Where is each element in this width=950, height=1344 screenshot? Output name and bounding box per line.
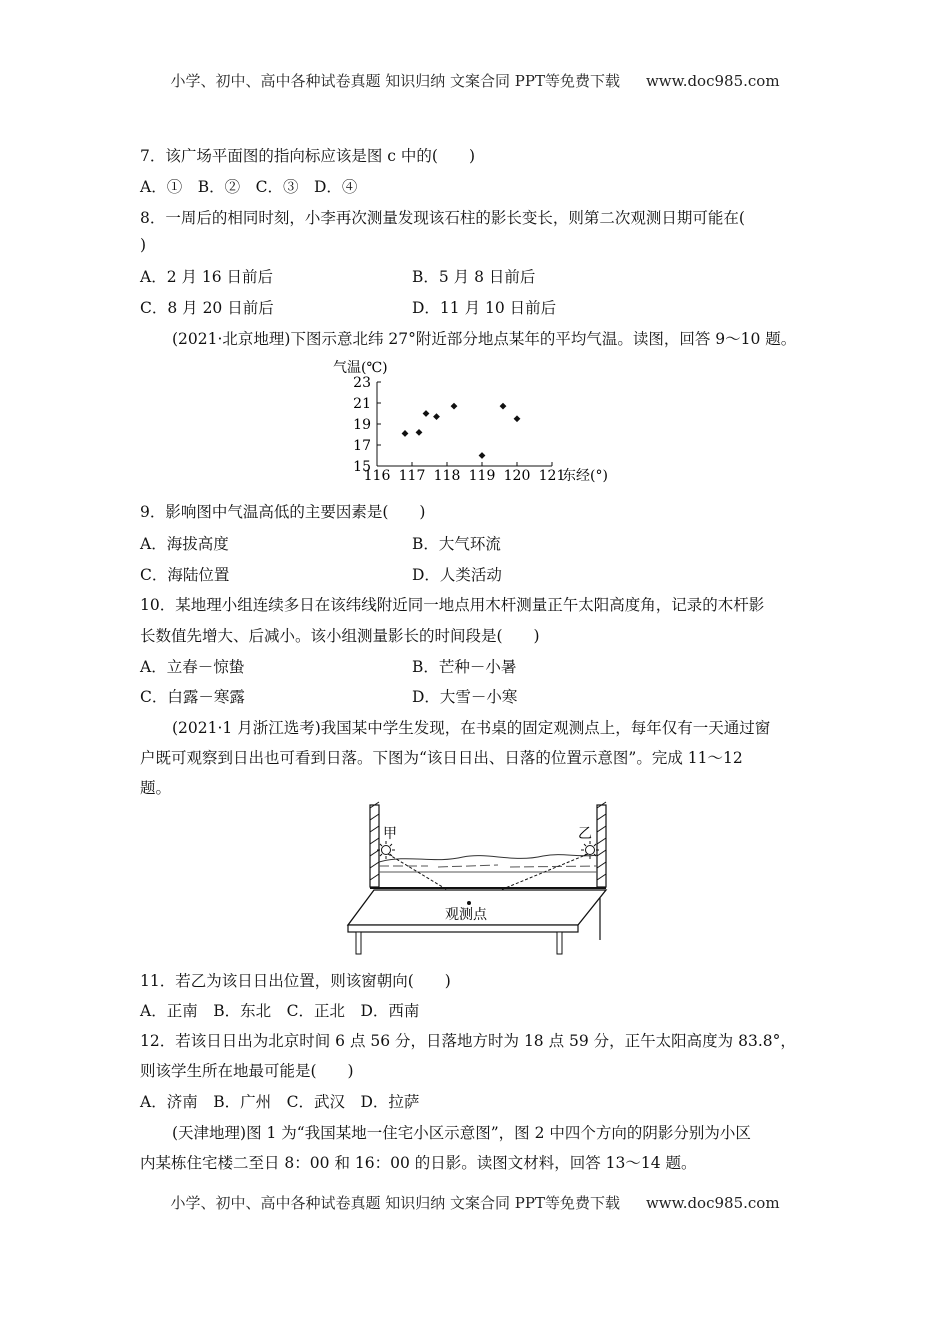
desk-leg-right bbox=[557, 932, 562, 954]
q8-stem-tail: ) bbox=[140, 236, 147, 254]
q10-stem-line1: 10．某地理小组连续多日在该纬线附近同一地点用木杆测量正午太阳高度角，记录的木杆影 bbox=[140, 596, 765, 614]
temperature-scatter-chart bbox=[320, 352, 640, 486]
window-sunrise-sunset-figure bbox=[338, 800, 623, 955]
q8-stem: 8．一周后的相同时刻，小李再次测量发现该石柱的影长变长，则第二次观测日期可能在( bbox=[140, 209, 745, 227]
data-point bbox=[433, 413, 440, 420]
q7-stem: 7．该广场平面图的指向标应该是图 c 中的( ) bbox=[140, 147, 475, 165]
q8-option-c: C．8 月 20 日前后 bbox=[140, 299, 274, 317]
intro-9-10: (2021·北京地理)下图示意北纬 27°附近部分地点某年的平均气温。读图，回答 9～10 题。 bbox=[172, 330, 797, 348]
q10-stem-line2: 长数值先增大、后减小。该小组测量影长的时间段是( ) bbox=[140, 627, 540, 645]
page-header bbox=[0, 70, 950, 91]
desk-edge bbox=[348, 925, 578, 932]
q8-option-d: D．11 月 10 日前后 bbox=[412, 299, 557, 317]
sun-left-icon bbox=[377, 841, 395, 859]
q12-stem-line1: 12．若该日日出为北京时间 6 点 56 分，日落地方时为 18 点 59 分，正午太阳高度为 83.8°， bbox=[140, 1032, 796, 1050]
intro-13-14-line1: (天津地理)图 1 为“我国某地一住宅小区示意图”，图 2 中四个方向的阴影分别为小区 bbox=[172, 1124, 751, 1142]
y-tick-label: 21 bbox=[353, 396, 371, 412]
q11-options: A．正南 B．东北 C．正北 D．西南 bbox=[140, 1002, 420, 1020]
header-text: 小学、初中、高中各种试卷真题 知识归纳 文案合同 PPT等免费下载 bbox=[170, 72, 620, 90]
x-tick-label: 121 bbox=[538, 468, 566, 484]
y-axis-label: 气温(℃) bbox=[333, 360, 388, 376]
x-tick-label: 119 bbox=[468, 468, 496, 484]
x-axis-label: 东经(°) bbox=[562, 468, 608, 484]
observation-point bbox=[467, 901, 471, 905]
y-tick-label: 23 bbox=[353, 375, 371, 391]
intro-11-12-line2: 户既可观察到日出也可看到日落。下图为“该日日出、日落的位置示意图”。完成 11～12 bbox=[140, 749, 743, 767]
label-yi: 乙 bbox=[578, 826, 592, 842]
q10-option-d: D．大雪－小寒 bbox=[412, 688, 518, 706]
x-tick-label: 117 bbox=[398, 468, 426, 484]
q10-option-c: C．白露－寒露 bbox=[140, 688, 245, 706]
desk-leg-left bbox=[356, 932, 361, 954]
q7-options: A．① B．② C．③ D．④ bbox=[140, 178, 358, 196]
intro-11-12-line3: 题。 bbox=[140, 779, 172, 797]
label-jia: 甲 bbox=[383, 826, 397, 842]
data-point bbox=[514, 415, 521, 422]
data-point bbox=[423, 410, 430, 417]
q9-option-c: C．海陆位置 bbox=[140, 566, 230, 584]
q9-option-a: A．海拔高度 bbox=[140, 535, 229, 553]
q9-option-b: B．大气环流 bbox=[412, 535, 501, 553]
x-tick-label: 116 bbox=[363, 468, 391, 484]
q8-option-a: A．2 月 16 日前后 bbox=[140, 268, 274, 286]
y-tick-label: 17 bbox=[353, 438, 371, 454]
x-tick-label: 120 bbox=[503, 468, 531, 484]
data-point bbox=[451, 403, 458, 410]
page-footer bbox=[0, 1192, 950, 1213]
q8-option-b: B．5 月 8 日前后 bbox=[412, 268, 536, 286]
q10-option-b: B．芒种－小暑 bbox=[412, 658, 517, 676]
intro-11-12-line1: (2021·1 月浙江选考)我国某中学生发现，在书桌的固定观测点上，每年仅有一天通过窗 bbox=[172, 719, 771, 737]
q10-option-a: A．立春－惊蛰 bbox=[140, 658, 245, 676]
horizon-line bbox=[379, 855, 597, 862]
intro-13-14-line2: 内某栋住宅楼二至日 8：00 和 16：00 的日影。读图文材料，回答 13～14 题。 bbox=[140, 1154, 697, 1172]
y-tick-label: 19 bbox=[353, 417, 371, 433]
data-point bbox=[416, 429, 423, 436]
data-point bbox=[500, 403, 507, 410]
footer-text: 小学、初中、高中各种试卷真题 知识归纳 文案合同 PPT等免费下载 bbox=[170, 1194, 620, 1212]
header-url[interactable]: www.doc985.com bbox=[645, 72, 780, 90]
q9-stem: 9．影响图中气温高低的主要因素是( ) bbox=[140, 503, 426, 521]
sun-right-icon bbox=[581, 841, 599, 859]
footer-url[interactable]: www.doc985.com bbox=[645, 1194, 780, 1212]
q11-stem: 11．若乙为该日日出位置，则该窗朝向( ) bbox=[140, 972, 451, 990]
x-tick-label: 118 bbox=[433, 468, 461, 484]
data-point bbox=[402, 430, 409, 437]
q12-options: A．济南 B．广州 C．武汉 D．拉萨 bbox=[140, 1093, 420, 1111]
q12-stem-line2: 则该学生所在地最可能是( ) bbox=[140, 1062, 354, 1080]
y-tick-label: 15 bbox=[353, 459, 371, 475]
data-point bbox=[479, 452, 486, 459]
q9-option-d: D．人类活动 bbox=[412, 566, 502, 584]
label-observation-point: 观测点 bbox=[445, 907, 487, 923]
